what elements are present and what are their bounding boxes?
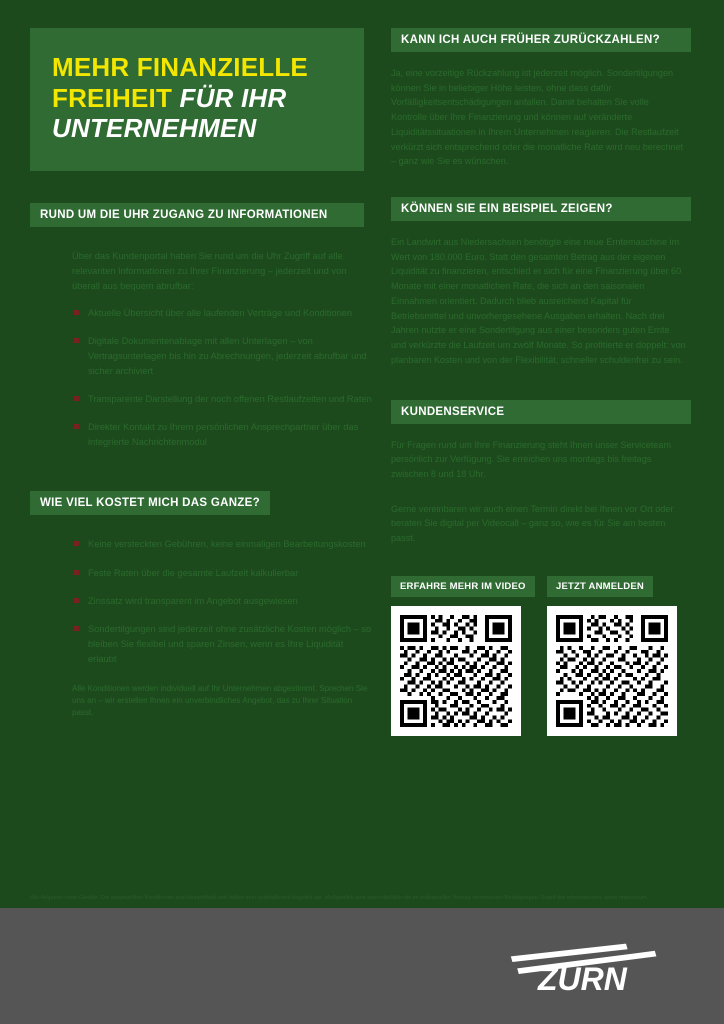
section-header-customer-service-label: KUNDENSERVICE: [401, 405, 505, 418]
section-customer-service-body: [391, 438, 687, 546]
list-item: Keine versteckten Gebühren, keine einmaligen Bearbeitungskosten: [72, 537, 372, 552]
section-header-costs: [30, 491, 270, 515]
qr-item-video[interactable]: [391, 576, 526, 736]
qr-code-signup-image: [556, 615, 668, 727]
qr-code-row: [391, 576, 691, 736]
list-item: Aktuelle Übersicht über alle laufenden Verträge und Konditionen: [72, 306, 372, 321]
section-header-customer-service: [391, 400, 691, 424]
costs-bullet-list: [72, 537, 372, 666]
customer-service-text-2: Gerne vereinbaren wir auch einen Termin direkt bei Ihnen vor Ort oder beraten Sie digital per Videocall – ganz so, wie es für Sie am besten passt.: [391, 503, 674, 544]
information-bullet-list: [72, 306, 372, 450]
list-item: Direkter Kontakt zu Ihrem persönlichen Ansprechpartner über das integrierte Nachrichtenmodul: [72, 420, 372, 450]
section-information-body: [72, 249, 372, 450]
costs-footnote: Alle Konditionen werden individuell auf Ihr Unternehmen abgestimmt. Sprechen Sie uns an – wir erstellen Ihnen ein unverbindliches Angebot, das zu Ihrer Situation passt.: [72, 683, 368, 717]
section-header-example: [391, 197, 691, 221]
list-item: Feste Raten über die gesamte Laufzeit kalkulierbar: [72, 566, 372, 581]
page-title: [52, 52, 342, 144]
zuern-logo: [506, 934, 666, 998]
headline-line-2: FREIHEIT: [52, 82, 173, 113]
section-header-costs-label: WIE VIEL KOSTET MICH DAS GANZE?: [40, 497, 260, 510]
headline-line-3: FÜR IHR UNTERNEHMEN: [52, 82, 287, 144]
right-column: [391, 28, 691, 736]
legal-disclaimer: Alle Angaben ohne Gewähr. Die dargestellten Konditionen sind beispielhaft und stellen kein verbindliches Angebot dar. Maßgeblich sind ausschließlich die im individuellen Vertrag vereinbarten Bedingungen. Stand der Informationen: siehe Impressum.: [30, 895, 649, 901]
qr-label-signup: JETZT ANMELDEN: [547, 576, 653, 597]
qr-item-signup[interactable]: [547, 576, 677, 736]
headline-box: [30, 28, 364, 171]
qr-code-signup[interactable]: [547, 606, 677, 736]
section-header-information-label: RUND UM DIE UHR ZUGANG ZU INFORMATIONEN: [40, 209, 328, 221]
section-header-early-repayment: [391, 28, 691, 52]
section-header-example-label: KÖNNEN SIE EIN BEISPIEL ZEIGEN?: [401, 203, 613, 216]
list-item: Sondertilgungen sind jederzeit ohne zusätzliche Kosten möglich – so bleiben Sie flexibel und sparen Zinsen, wenn es Ihre Liquidität erlaubt: [72, 622, 372, 667]
qr-code-video-image: [400, 615, 512, 727]
section-costs-body: [72, 537, 372, 718]
svg-text:ZÜRN: ZÜRN: [538, 961, 627, 997]
section-header-information: [30, 203, 364, 227]
headline-line-1: MEHR FINANZIELLE: [52, 52, 308, 82]
footer-bar: [0, 908, 724, 1024]
information-intro: Über das Kundenportal haben Sie rund um die Uhr Zugriff auf alle relevanten Informationen zu Ihrer Finanzierung – jederzeit und von überall aus bequem abrufbar:: [72, 251, 347, 292]
section-early-repayment-body: [391, 66, 687, 169]
left-column: [30, 28, 372, 727]
list-item: Digitale Dokumentenablage mit allen Unterlagen – von Vertragsunterlagen bis hin zu Abrechnungen, jederzeit abrufbar und sicher archiviert: [72, 334, 372, 379]
customer-service-text-1: Für Fragen rund um Ihre Finanzierung steht Ihnen unser Serviceteam persönlich zur Verfügung. Sie erreichen uns montags bis freitags zwischen 8 und 18 Uhr.: [391, 439, 672, 479]
qr-label-video: ERFAHRE MEHR IM VIDEO: [391, 576, 535, 597]
legal-disclaimer-wrap: [30, 880, 694, 902]
qr-code-video[interactable]: [391, 606, 521, 736]
list-item: Transparente Darstellung der noch offenen Restlaufzeiten und Raten: [72, 392, 372, 407]
list-item: Zinssatz wird transparent im Angebot ausgewiesen: [72, 594, 372, 609]
example-text: Ein Landwirt aus Niedersachsen benötigte eine neue Erntemaschine im Wert von 180.000 Euro. Statt den gesamten Betrag aus der eigenen Liquidität zu finanzieren, entschied er sich für eine Finanzierung über 60 Monate mit einer monatlichen Rate, die sich an den saisonalen Einnahmen orientiert. Dadurch blieb ausreichend Kapital für Betriebsmittel und unvorhergesehene Ausgaben erhalten. Nach drei Jahren nutzte er eine Sondertilgung aus einer besonders guten Ernte und verkürzte die Laufzeit um zwölf Monate. So profitierte er doppelt: von planbaren Kosten und von der Flexibilität, schneller schuldenfrei zu sein.: [391, 237, 686, 365]
early-repayment-text: Ja, eine vorzeitige Rückzahlung ist jederzeit möglich. Sondertilgungen können Sie in beliebiger Höhe leisten, ohne dass dafür Vorfälligkeitsentschädigungen anfallen. Damit behalten Sie volle Kontrolle über Ihre Finanzierung und können auf veränderte Liquiditätssituationen in Ihrem Unternehmen reagieren. Die Restlaufzeit verkürzt sich entsprechend oder die monatliche Rate wird neu berechnet – ganz wie Sie es wünschen.: [391, 68, 684, 167]
section-header-early-repayment-label: KANN ICH AUCH FRÜHER ZURÜCKZAHLEN?: [401, 34, 660, 46]
section-example-body: [391, 235, 687, 367]
